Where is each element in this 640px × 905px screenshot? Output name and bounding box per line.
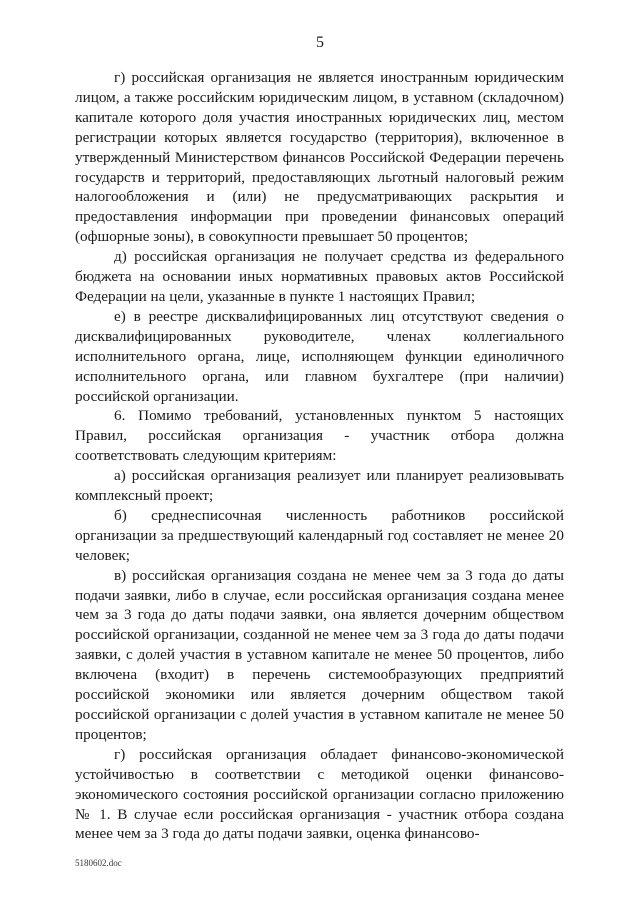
paragraph-v-creation-date: в) российская организация создана не менее чем за 3 года до даты подачи заявки, либо в случае, если российская организация создана менее чем за 3 года до даты подачи заявки, она является дочерним обществом российской организации, созданной не менее чем за 3 года до даты подачи заявки, с долей участия в уставном капитале не менее 50 процентов, либо включена (входит) в перечень системообразующих предприятий российской экономики или является дочерним обществом такой российской организации с долей участия в уставном капитале не менее 50 процентов; [75,566,564,743]
paragraph-e-disqualified-registry: е) в реестре дисквалифицированных лиц отсутствуют сведения о дисквалифицированных руководителе, членах коллегиального исполнительного органа, лице, исполняющем функции единоличного исполнительного органа, или главном бухгалтере (при наличии) российской организации. [75,307,564,405]
document-body [75,68,564,844]
paragraph-b-headcount: б) среднесписочная численность работников российской организации за предшествующий календарный год составляет не менее 20 человек; [75,506,564,564]
paragraph-g-offshore: г) российская организация не является иностранным юридическим лицом, а также российским юридическим лицом, в уставном (складочном) капитале которого доля участия иностранных юридических лиц, местом регистрации которых является государство (территория), включенное в утвержденный Министерством финансов Российской Федерации перечень государств и территорий, предоставляющих льготный налоговый режим налогообложения и (или) не предусматривающих раскрытия и предоставления информации при проведении финансовых операций (офшорные зоны), в совокупности превышает 50 процентов; [75,69,564,246]
paragraph-6-criteria: 6. Помимо требований, установленных пунктом 5 настоящих Правил, российская организация - участник отбора должна соответствовать следующим критериям: [75,407,564,465]
paragraph-g-financial-stability: г) российская организация обладает финансово-экономической устойчивостью в соответствии с методикой оценки финансово-экономического состояния российской организации согласно приложению № 1. В случае если российская организация - участник отбора создана менее чем за 3 года до даты подачи заявки, оценка финансово- [75,745,564,843]
page-number: 5 [316,34,324,51]
footer-file-code: 5180602.doc [75,858,122,868]
paragraph-d-federal-budget: д) российская организация не получает средства из федерального бюджета на основании иных нормативных правовых актов Российской Федерации на цели, указанные в пункте 1 настоящих Правил; [75,248,564,305]
paragraph-a-complex-project: а) российская организация реализует или планирует реализовывать комплексный проект; [75,467,564,505]
